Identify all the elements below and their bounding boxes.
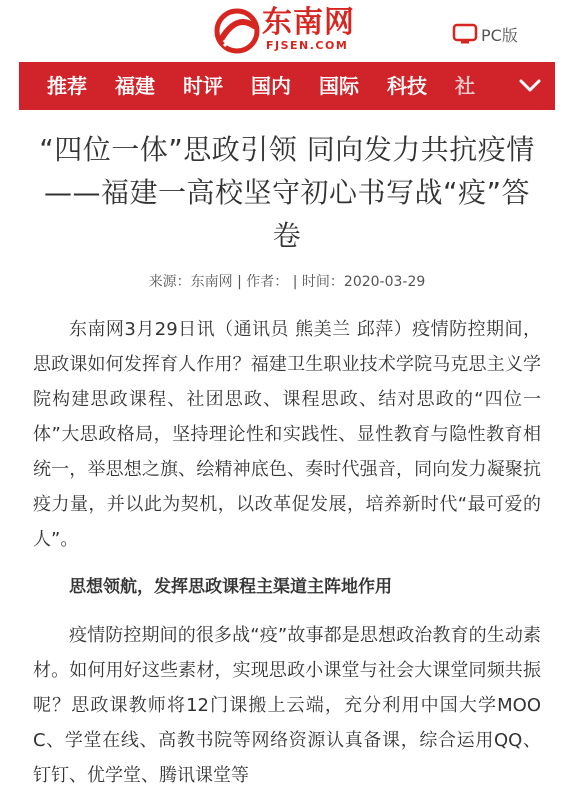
article-meta: 来源：东南网 | 作者： | 时间：2020-03-29 — [148, 274, 426, 290]
site-logo[interactable] — [214, 6, 364, 56]
nav-item-recommend[interactable]: 推荐 — [47, 74, 87, 98]
channel-nav — [19, 62, 555, 110]
nav-item-partial[interactable]: 社 — [455, 74, 475, 98]
nav-item-international[interactable]: 国际 — [319, 74, 359, 98]
nav-item-fujian[interactable]: 福建 — [115, 74, 155, 98]
article-paragraph: 东南网3月29日讯（通讯员 熊美兰 邱萍）疫情防控期间，思政课如何发挥育人作用？福建卫生职业技术学院马克思主义学院构建思政课程、社团思政、课程思政、结对思政的“四位一体”大思政格局，坚持理论性和实践性、显性教育与隐性教育相统一，举思想之旗、绘精神底色、奏时代强音，同向发力凝聚抗疫力量，并以此为契机，以改革促发展，培养新时代“最可爱的人”。 — [33, 319, 541, 550]
article-body — [33, 312, 541, 806]
article-paragraph: 疫情防控期间的很多战“疫”故事都是思想政治教育的生动素材。如何用好这些素材，实现思政小课堂与社会大课堂同频共振呢？思政课教师将12门课搬上云端，充分利用中国大学MOOC、学堂在线、高教书院等网络资源认真备课，综合运用QQ、钉钉、优学堂、腾讯课堂等 — [33, 625, 541, 786]
pc-version-label: PC版 — [481, 25, 518, 45]
nav-item-domestic[interactable]: 国内 — [251, 74, 291, 98]
nav-item-commentary[interactable]: 时评 — [183, 74, 223, 98]
fjsen-logo-icon — [214, 8, 260, 54]
monitor-icon — [452, 23, 478, 45]
nav-item-technology[interactable]: 科技 — [387, 74, 427, 98]
top-bar — [0, 0, 574, 62]
logo-text-en: FJSEN.COM — [266, 39, 349, 52]
pc-version-link[interactable] — [452, 20, 518, 48]
article-subheading: 思想领航，发挥思政课程主渠道主阵地作用 — [69, 577, 392, 597]
nav-expand-button[interactable] — [505, 62, 555, 110]
channel-nav-list — [19, 62, 475, 110]
article-title: “四位一体”思政引领 同向发力共抗疫情——福建一高校坚守初心书写战“疫”答卷 — [39, 133, 535, 252]
logo-text-cn: 东南网 — [262, 5, 355, 40]
chevron-down-icon — [519, 79, 541, 93]
